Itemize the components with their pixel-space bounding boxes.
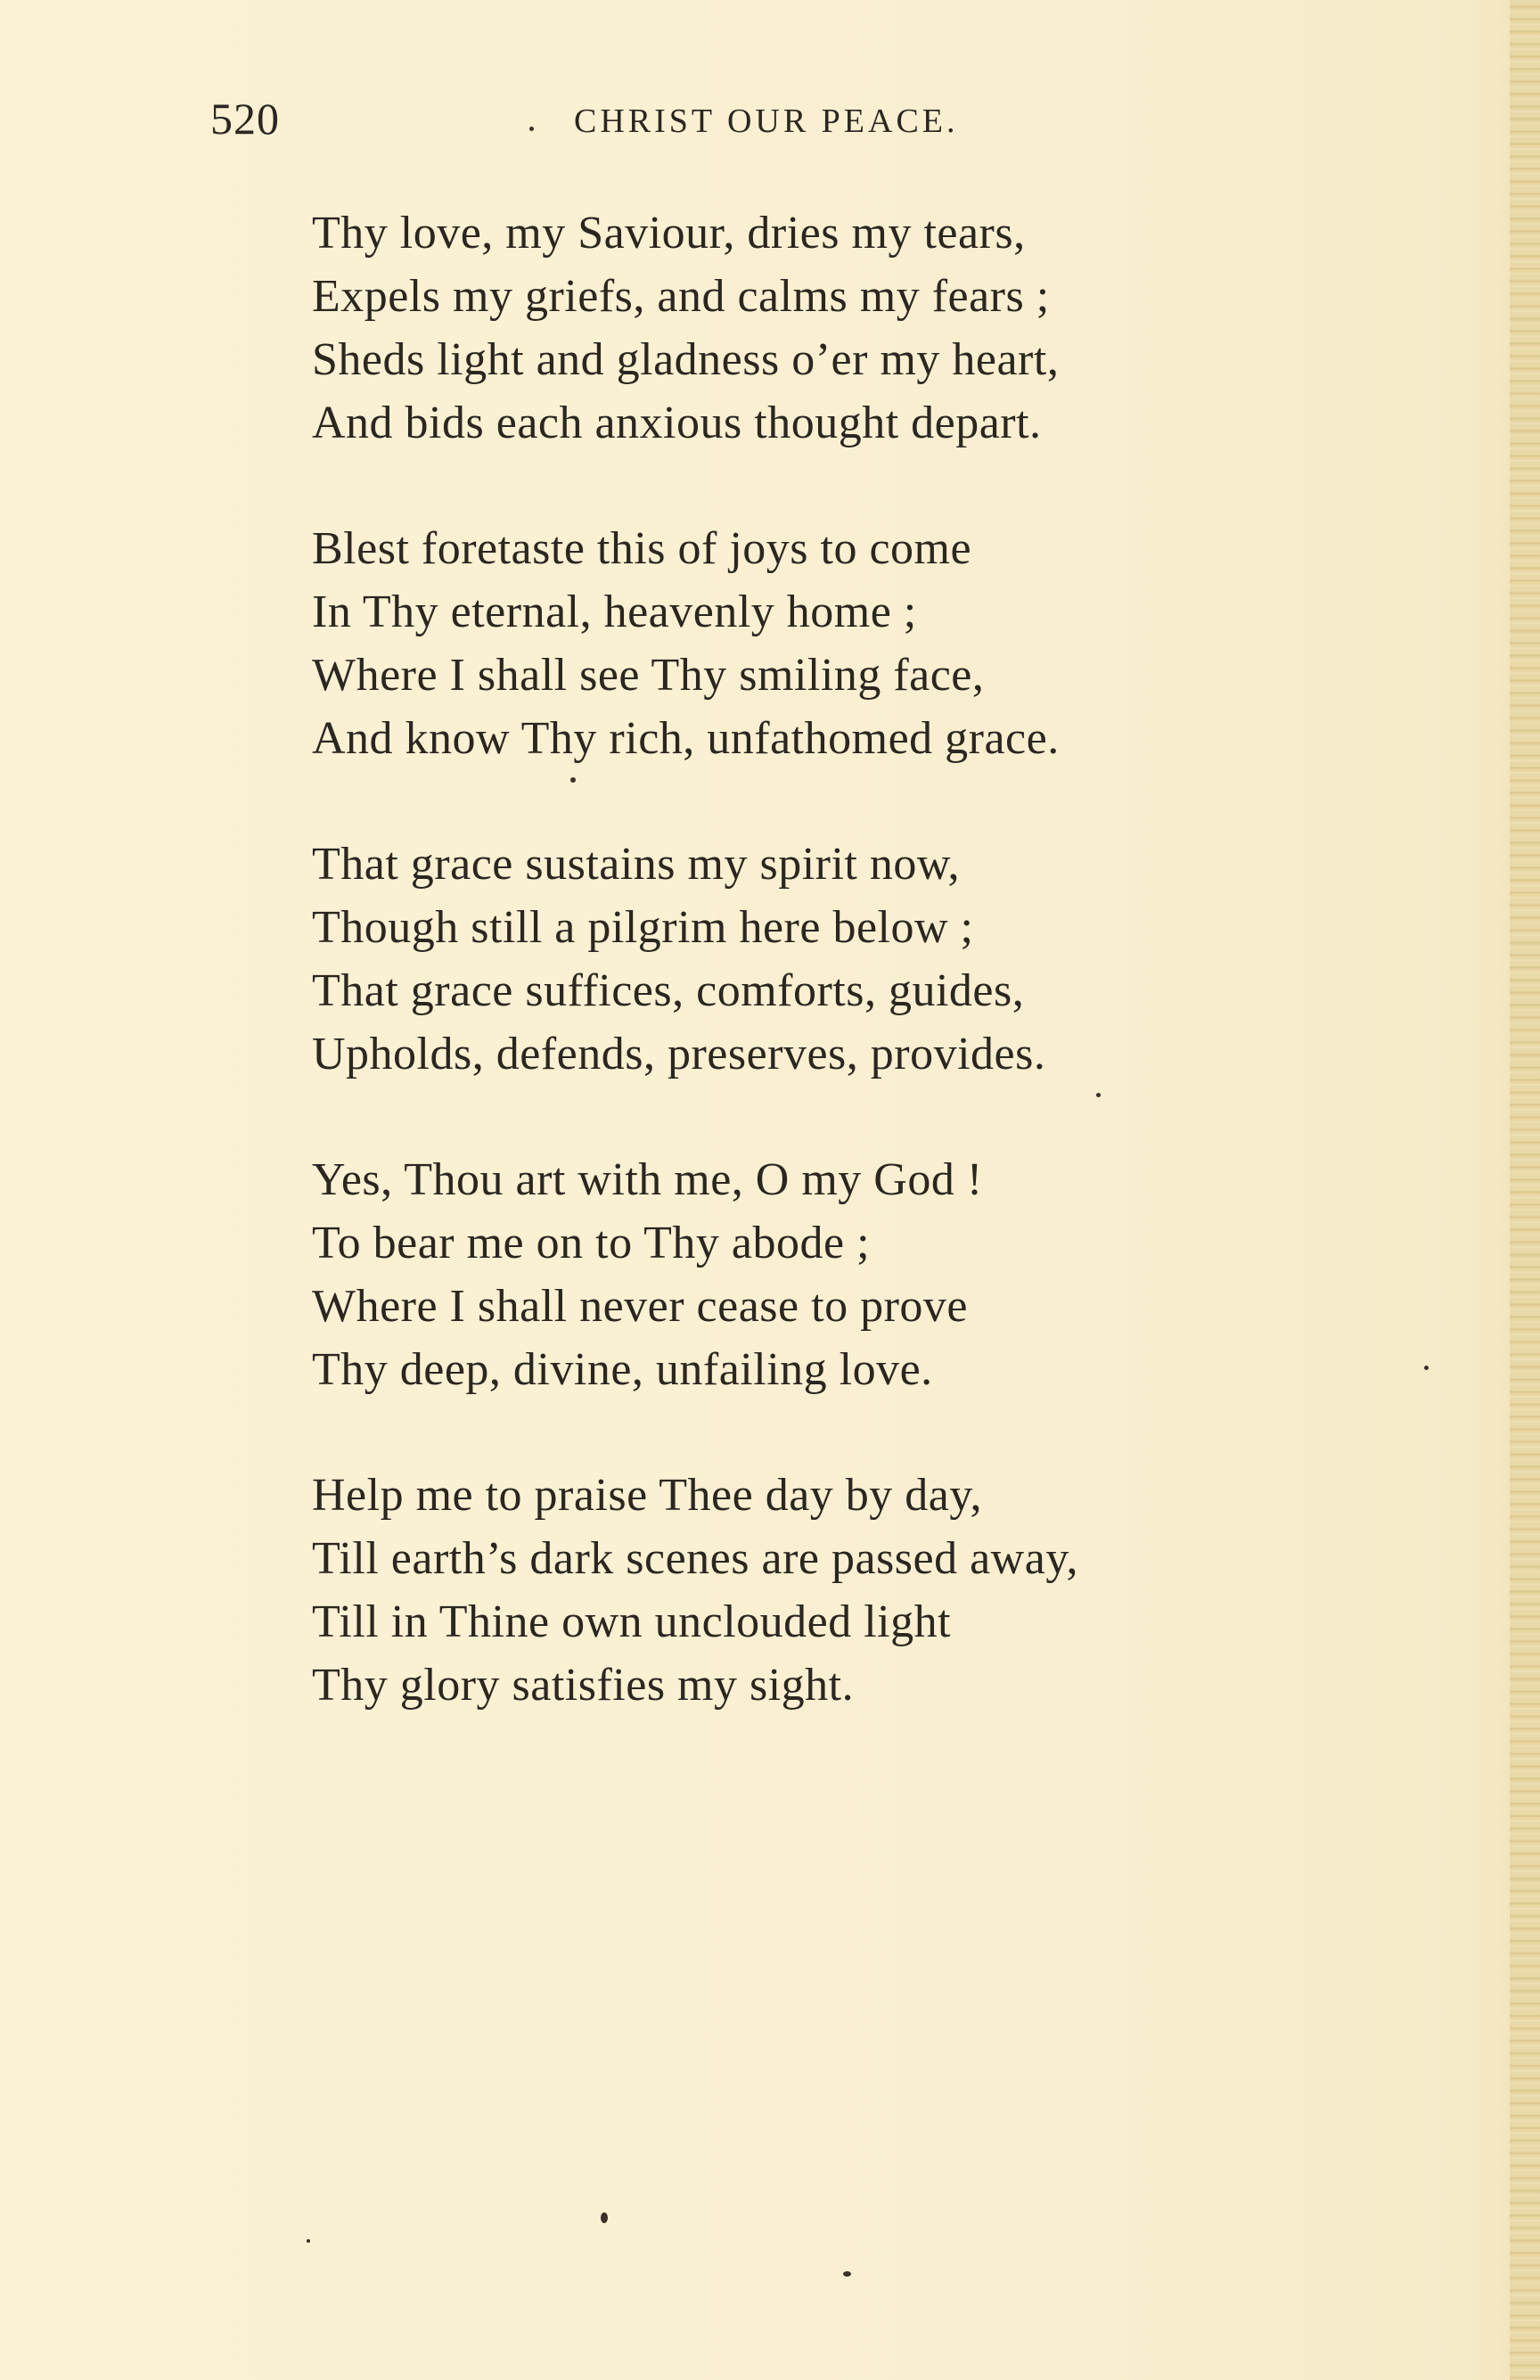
ink-speck bbox=[843, 2271, 851, 2277]
ink-speck bbox=[307, 2239, 310, 2243]
ink-speck bbox=[570, 777, 576, 783]
stanza bbox=[312, 833, 1381, 1086]
stanza bbox=[312, 201, 1381, 455]
poem-line: Where I shall see Thy smiling face, bbox=[312, 650, 985, 701]
poem-line: Thy love, my Saviour, dries my tears, bbox=[312, 208, 1026, 259]
ink-speck bbox=[529, 127, 534, 131]
ink-speck bbox=[601, 2212, 608, 2223]
poem-line: Help me to praise Thee day by day, bbox=[312, 1470, 982, 1521]
stanza bbox=[312, 1148, 1381, 1401]
page-edge bbox=[1510, 0, 1540, 2380]
poem-line: That grace sustains my spirit now, bbox=[312, 839, 961, 890]
poem-line: In Thy eternal, heavenly home ; bbox=[312, 587, 917, 637]
poem-line: To bear me on to Thy abode ; bbox=[312, 1218, 871, 1268]
poem-line: Till in Thine own unclouded light bbox=[312, 1596, 952, 1647]
poem-line: Thy glory satisfies my sight. bbox=[312, 1660, 855, 1711]
poem-line: Blest foretaste this of joys to come bbox=[312, 523, 972, 574]
stanza bbox=[312, 517, 1381, 770]
poem-line: That grace suffices, comforts, guides, bbox=[312, 965, 1025, 1016]
ink-speck bbox=[1096, 1093, 1101, 1097]
stanza bbox=[312, 1464, 1381, 1717]
page-header bbox=[0, 93, 1540, 150]
poem-line: Thy deep, divine, unfailing love. bbox=[312, 1344, 933, 1395]
poem-line: Expels my griefs, and calms my fears ; bbox=[312, 271, 1050, 322]
poem-line: Though still a pilgrim here below ; bbox=[312, 902, 974, 953]
poem-line: Yes, Thou art with me, O my God ! bbox=[312, 1154, 983, 1205]
poem-line: And bids each anxious thought depart. bbox=[312, 398, 1042, 448]
poem-line: And know Thy rich, unfathomed grace. bbox=[312, 713, 1060, 764]
running-title: CHRIST OUR PEACE. bbox=[574, 103, 959, 140]
ink-speck bbox=[1424, 1366, 1429, 1370]
poem-line: Upholds, defends, preserves, provides. bbox=[312, 1029, 1046, 1079]
poem-line: Till earth’s dark scenes are passed away, bbox=[312, 1533, 1078, 1584]
poem bbox=[312, 201, 1381, 1779]
poem-line: Where I shall never cease to prove bbox=[312, 1281, 968, 1332]
page-number: 520 bbox=[210, 94, 280, 144]
poem-line: Sheds light and gladness o’er my heart, bbox=[312, 334, 1060, 385]
